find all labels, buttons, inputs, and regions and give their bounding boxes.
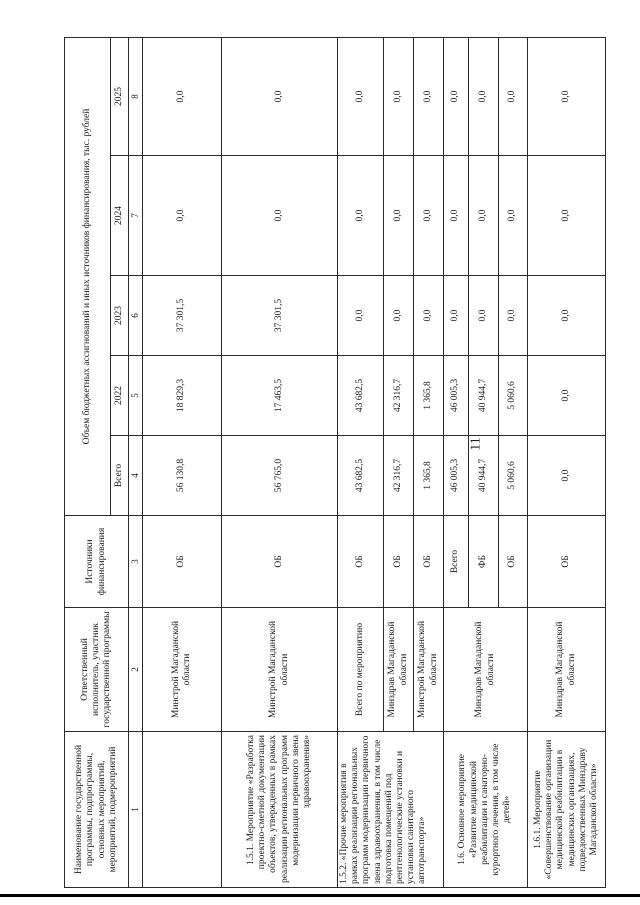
- value-cell: 17 463,5: [222, 356, 338, 436]
- value-cell: 0,0: [499, 38, 528, 156]
- executor-cell: Минстрой Магаданской области: [222, 608, 338, 732]
- header-total: Всего: [111, 436, 129, 516]
- value-cell: 0,0: [469, 156, 499, 276]
- value-cell: 0,0: [444, 276, 469, 356]
- header-year-2023: 2023: [111, 276, 129, 356]
- source-cell: ОБ: [499, 516, 528, 608]
- header-executor: Ответственный исполнитель, участник государственной программы: [65, 608, 129, 732]
- value-cell: 0,0: [414, 38, 444, 156]
- header-year-2025: 2025: [111, 38, 129, 156]
- value-cell: 37 301,5: [143, 276, 222, 356]
- value-cell: 0,0: [469, 38, 499, 156]
- value-cell: 0,0: [384, 276, 414, 356]
- column-number: 3: [129, 516, 143, 608]
- value-cell: 0,0: [222, 156, 338, 276]
- executor-cell: Минздрав Магаданской области: [444, 608, 528, 732]
- value-cell: 5 060,6: [499, 436, 528, 516]
- value-cell: 46 005,3: [444, 356, 469, 436]
- value-cell: 0,0: [384, 38, 414, 156]
- column-number: 8: [129, 38, 143, 156]
- value-cell: 0,0: [499, 276, 528, 356]
- name-cell: 1.6. Основное мероприятие «Развитие медицинской реабилитации и санаторно-курортного лечения, в том числе детей»: [444, 732, 528, 888]
- source-cell: Всего: [444, 516, 469, 608]
- column-number: 7: [129, 156, 143, 276]
- value-cell: 18 829,3: [143, 356, 222, 436]
- value-cell: 43 682,5: [338, 436, 384, 516]
- value-cell: 0,0: [338, 156, 384, 276]
- executor-cell: Минстрой Магаданской области: [414, 608, 444, 732]
- bottom-rule: [0, 894, 640, 897]
- value-cell: 0,0: [528, 38, 606, 156]
- table-row: [528, 38, 606, 888]
- value-cell: 0,0: [414, 156, 444, 276]
- table-row: [222, 38, 338, 888]
- value-cell: 0,0: [444, 156, 469, 276]
- header-source: Источники финансирования: [65, 516, 129, 608]
- value-cell: 42 316,7: [384, 356, 414, 436]
- column-number: 4: [129, 436, 143, 516]
- value-cell: 0,0: [384, 156, 414, 276]
- value-cell: 56 765,0: [222, 436, 338, 516]
- budget-table: [64, 37, 606, 888]
- value-cell: 42 316,7: [384, 436, 414, 516]
- column-number: 5: [129, 356, 143, 436]
- header-year-2024: 2024: [111, 156, 129, 276]
- value-cell: 0,0: [338, 38, 384, 156]
- column-number: 1: [129, 732, 143, 888]
- executor-cell: Минстрой Магаданской области: [143, 608, 222, 732]
- source-cell: ОБ: [528, 516, 606, 608]
- executor-cell: Минздрав Магаданской области: [528, 608, 606, 732]
- value-cell: 0,0: [469, 276, 499, 356]
- value-cell: 0,0: [528, 436, 606, 516]
- value-cell: 0,0: [143, 156, 222, 276]
- executor-cell: Минздрав Магаданской области: [384, 608, 414, 732]
- value-cell: 0,0: [528, 276, 606, 356]
- column-number: 6: [129, 276, 143, 356]
- name-cell: 1.5.2. «Прочие мероприятия в рамках реализации региональных программ модернизации первичного звена здравоохранения, в том числе подготовка помещений под рентгенологические установки и установки санитарного автотранспорта»: [338, 732, 444, 888]
- source-cell: ОБ: [414, 516, 444, 608]
- source-cell: ФБ: [469, 516, 499, 608]
- value-cell: 46 005,3: [444, 436, 469, 516]
- value-cell: 0,0: [499, 156, 528, 276]
- budget-table-sheet: [64, 38, 599, 888]
- value-cell: 0,0: [143, 38, 222, 156]
- value-cell: 1 365,8: [414, 436, 444, 516]
- value-cell: 0,0: [528, 156, 606, 276]
- value-cell: 43 682,5: [338, 356, 384, 436]
- value-cell: 5 060,6: [499, 356, 528, 436]
- header-volume: Объем бюджетных ассигнований и иных источников финансирования, тыс. рублей: [65, 38, 111, 516]
- name-cell-empty: [143, 732, 222, 888]
- value-cell: 37 301,5: [222, 276, 338, 356]
- name-cell: 1.5.1. Мероприятие «Разработка проектно-сметной документации объектов, утвержденных в рамках реализации региональных программ модернизации первичного звена здравоохранения»: [222, 732, 338, 888]
- value-cell: 1 365,8: [414, 356, 444, 436]
- executor-cell: Всего по мероприятию: [338, 608, 384, 732]
- value-cell: 40 944,7: [469, 436, 499, 516]
- source-cell: ОБ: [143, 516, 222, 608]
- value-cell: 40 944,7: [469, 356, 499, 436]
- table-row: [444, 38, 469, 888]
- value-cell: 0,0: [528, 356, 606, 436]
- table-row: [143, 38, 222, 888]
- column-number: 2: [129, 608, 143, 732]
- value-cell: 0,0: [222, 38, 338, 156]
- source-cell: ОБ: [384, 516, 414, 608]
- header-name: Наименование государственной программы, подпрограммы, основных мероприятий, мероприятий, подмероприятий: [65, 732, 129, 888]
- value-cell: 0,0: [338, 276, 384, 356]
- table-row: [338, 38, 384, 888]
- source-cell: ОБ: [338, 516, 384, 608]
- header-year-2022: 2022: [111, 356, 129, 436]
- value-cell: 0,0: [444, 38, 469, 156]
- value-cell: 0,0: [414, 276, 444, 356]
- name-cell: 1.6.1. Мероприятие «Совершенствование организации медицинской реабилитации в медицинских организациях, подведомственных Минздраву Магаданской области»: [528, 732, 606, 888]
- source-cell: ОБ: [222, 516, 338, 608]
- page-number: 11: [468, 437, 484, 451]
- value-cell: 56 130,8: [143, 436, 222, 516]
